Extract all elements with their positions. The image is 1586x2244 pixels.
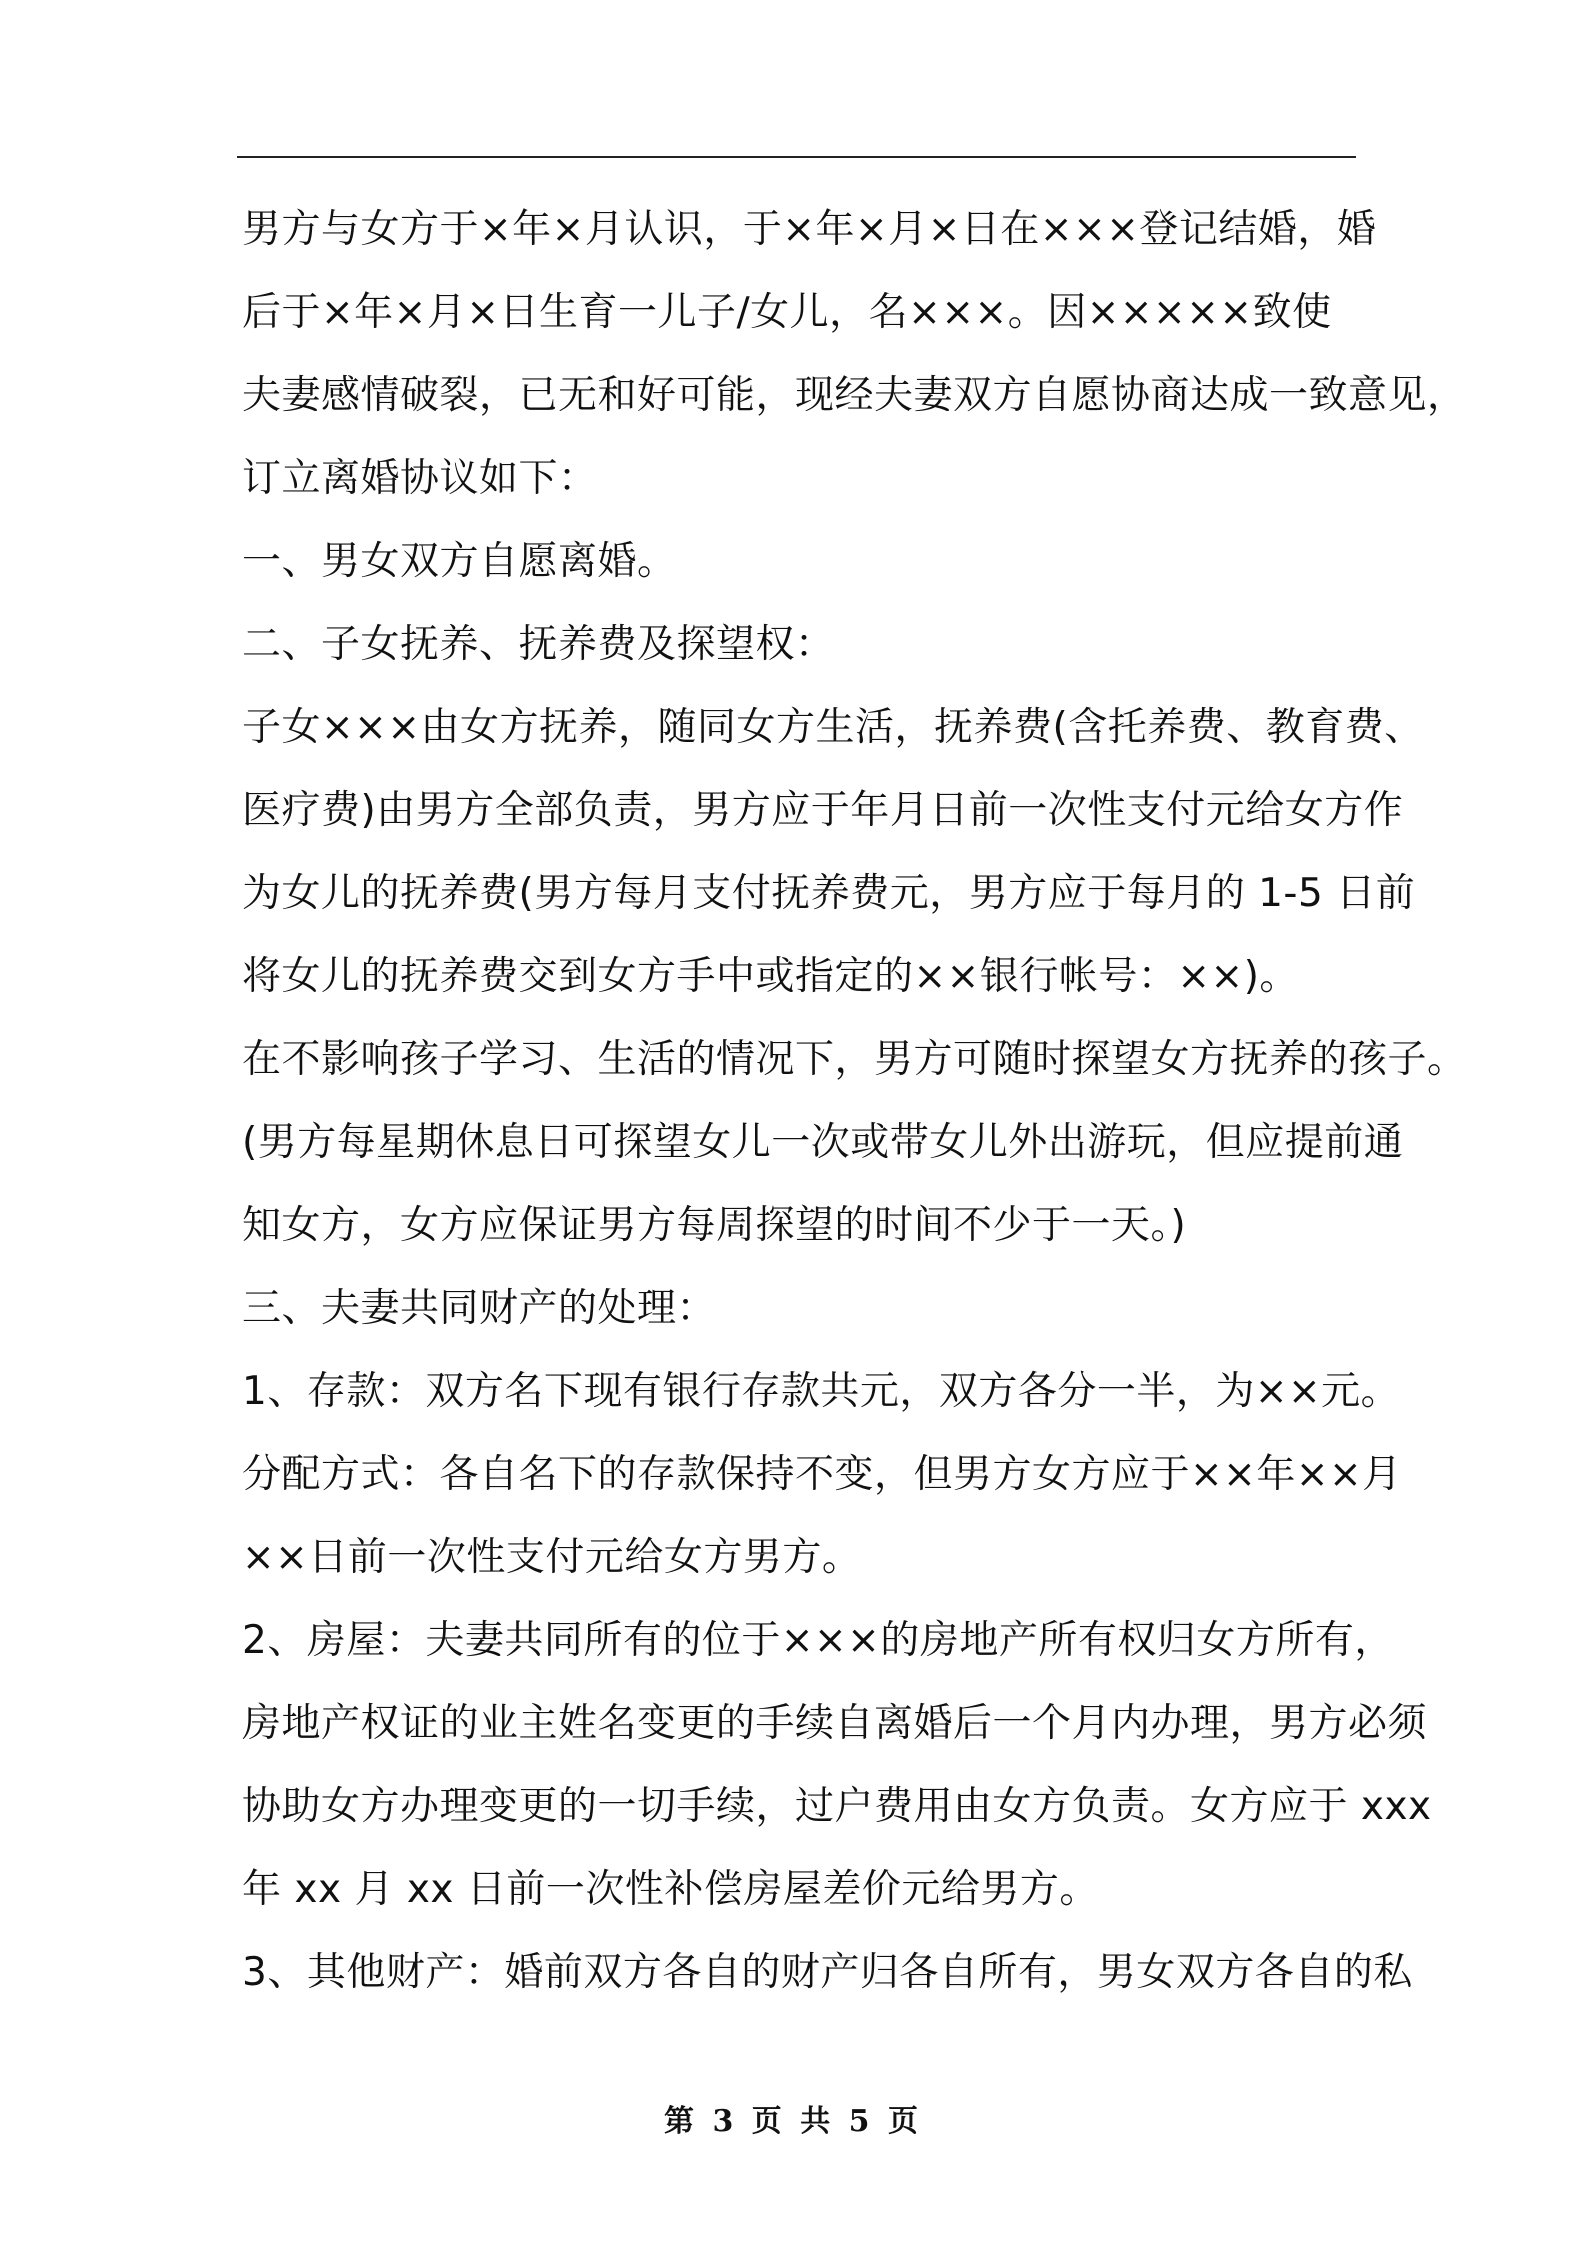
- body-line: 知女方，女方应保证男方每周探望的时间不少于一天。): [242, 1203, 1187, 1248]
- header-divider: [237, 156, 1356, 158]
- page-number-footer: 第 3 页 共 5 页: [664, 2104, 922, 2139]
- body-line: 2、房屋：夫妻共同所有的位于×××的房地产所有权归女方所有，: [242, 1618, 1394, 1663]
- body-line: 1、存款：双方名下现有银行存款共元，双方各分一半，为××元。: [242, 1369, 1401, 1414]
- body-line: (男方每星期休息日可探望女儿一次或带女儿外出游玩，但应提前通: [242, 1120, 1404, 1165]
- section-heading: 一、男女双方自愿离婚。: [242, 539, 677, 584]
- body-line: 协助女方办理变更的一切手续，过户费用由女方负责。女方应于 xxx: [242, 1784, 1432, 1829]
- body-line: 订立离婚协议如下：: [242, 456, 598, 501]
- body-line: 房地产权证的业主姓名变更的手续自离婚后一个月内办理，男方必须: [242, 1701, 1428, 1746]
- body-line: 在不影响孩子学习、生活的情况下，男方可随时探望女方抚养的孩子。: [242, 1037, 1467, 1082]
- agreement-body: [242, 188, 1467, 2014]
- body-line: 将女儿的抚养费交到女方手中或指定的××银行帐号：××)。: [242, 954, 1299, 999]
- section-heading: 二、子女抚养、抚养费及探望权：: [242, 622, 835, 667]
- body-line: 分配方式：各自名下的存款保持不变，但男方女方应于××年××月: [242, 1452, 1402, 1497]
- body-line: 后于×年×月×日生育一儿子/女儿，名×××。因×××××致使: [242, 290, 1332, 335]
- body-line: 为女儿的抚养费(男方每月支付抚养费元，男方应于每月的 1-5 日前: [242, 871, 1416, 916]
- body-line: ××日前一次性支付元给女方男方。: [242, 1535, 862, 1580]
- body-line: 夫妻感情破裂，已无和好可能，现经夫妻双方自愿协商达成一致意见，: [242, 373, 1467, 418]
- body-line: 男方与女方于×年×月认识，于×年×月×日在×××登记结婚，婚: [242, 207, 1377, 252]
- body-line: 子女×××由女方抚养，随同女方生活，抚养费(含托养费、教育费、: [242, 705, 1424, 750]
- body-line: 年 xx 月 xx 日前一次性补偿房屋差价元给男方。: [242, 1867, 1099, 1912]
- section-heading: 三、夫妻共同财产的处理：: [242, 1286, 717, 1331]
- body-line: 3、其他财产：婚前双方各自的财产归各自所有，男女双方各自的私: [242, 1950, 1413, 1995]
- body-line: 医疗费)由男方全部负责，男方应于年月日前一次性支付元给女方作: [242, 788, 1404, 833]
